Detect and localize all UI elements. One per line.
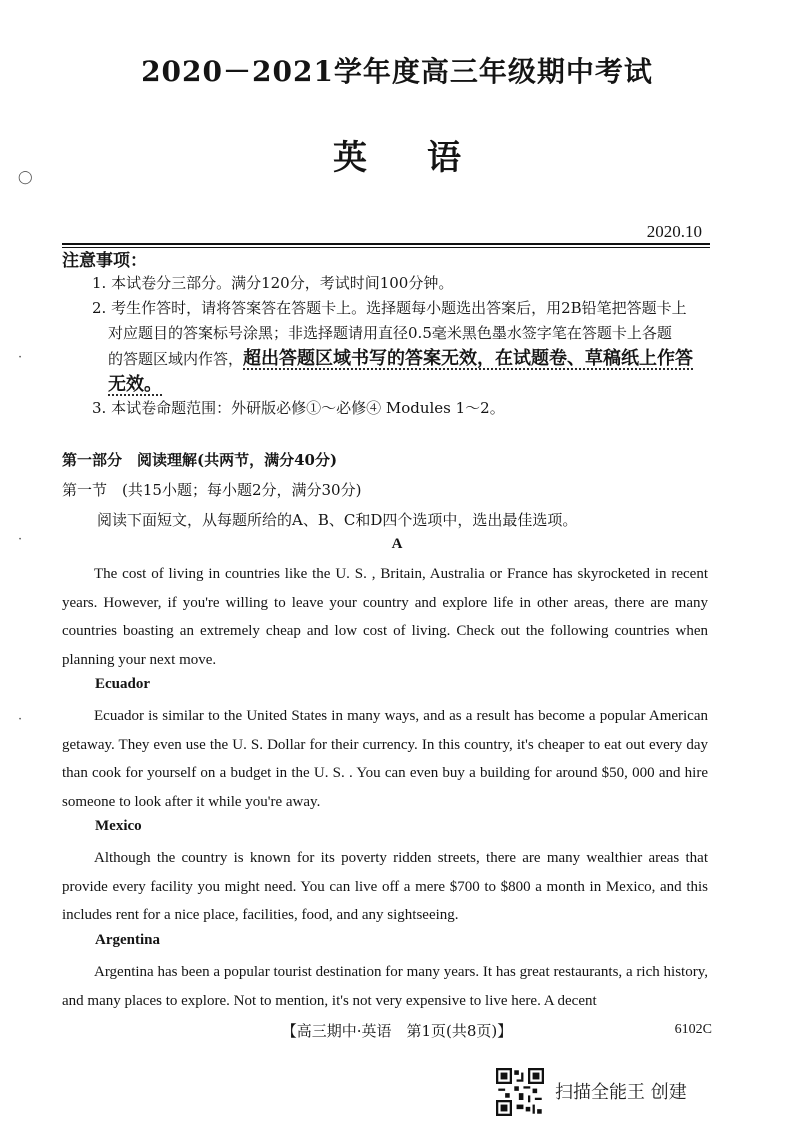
notice-item-2-emphasis: 超出答题区域书写的答案无效，在试题卷、草稿纸上作答 <box>243 348 694 369</box>
heading-argentina: Argentina <box>95 932 160 948</box>
header-rule-thin <box>62 247 710 248</box>
heading-mexico: Mexico <box>95 818 142 834</box>
scanner-watermark: 扫描全能王 创建 <box>555 1082 687 1103</box>
notice-item-3: 3. 本试卷命题范围：外研版必修①～必修④ Modules 1～2。 <box>92 399 505 417</box>
exam-date: 2020.10 <box>646 222 702 241</box>
subject-title: 英语 <box>333 138 521 178</box>
binding-mark-circle: ◯ <box>18 170 33 185</box>
binding-mark: · <box>18 350 23 365</box>
notice-heading: 注意事项： <box>62 251 147 271</box>
section-title: 第一节 (共15小题；每小题2分，满分30分) <box>62 481 362 499</box>
notice-item-1: 1. 本试卷分三部分。满分120分，考试时间100分钟。 <box>92 274 454 292</box>
paragraph-ecuador: Ecuador is similar to the United States in many ways, and as a result has become a popular American getaway. They even use the U. S. Dollar for their currency. In this country, it's cheaper to eat out every day than cook for yourself on a budget in the U. S. . You can even buy a building for around $50, 000 and hire someone to look after it while you're away. <box>62 708 708 810</box>
passage-intro: The cost of living in countries like the U. S. , Britain, Australia or France has skyrocketed in recent years. However, if you're willing to leave your country and explore life in other areas, there are many countries boasting an extremely cheap and low cost of living. Check out the following countries when planning your next move. <box>62 566 708 668</box>
binding-mark: · <box>18 532 23 547</box>
page-footer: 【高三期中·英语 第1页(共8页)】 <box>281 1022 513 1040</box>
notice-item-2-text: 的答题区域内作答， <box>108 350 244 368</box>
notice-item-2-line-a: 2. 考生作答时，请将答案答在答题卡上。选择题每小题选出答案后，用2B铅笔把答题卡上 <box>92 299 687 317</box>
part-title: 第一部分 阅读理解(共两节，满分40分) <box>62 451 338 469</box>
exam-title: 2020－2021学年度高三年级期中考试 <box>141 55 653 88</box>
paragraph-mexico: Although the country is known for its poverty ridden streets, there are many wealthier areas that provide every facility you might need. You can live off a mere $700 to $800 a month in Mexico, and this includes rent for a nice place, facilities, food, and any sightseeing. <box>62 850 708 923</box>
passage-letter: A <box>391 536 403 552</box>
notice-item-2-line-d <box>92 372 708 398</box>
notice-item-2-line-b: 对应题目的答案标号涂黑；非选择题请用直径0.5毫米黑色墨水签字笔在答题卡上各题 <box>108 324 672 342</box>
instruction: 阅读下面短文，从每题所给的A、B、C和D四个选项中，选出最佳选项。 <box>97 511 578 529</box>
heading-ecuador: Ecuador <box>95 676 151 692</box>
header-rule <box>62 243 710 245</box>
paragraph-argentina: Argentina has been a popular tourist destination for many years. It has great restaurants, a rich history, and many places to explore. Not to mention, it's not very expensive to live here. A decent <box>62 964 708 1009</box>
binding-mark: · <box>18 712 23 727</box>
notice-item-2-emphasis-end: 无效。 <box>108 374 162 395</box>
notice-item-2 <box>92 296 708 398</box>
notice-item-2-line-c <box>92 346 708 372</box>
paper-code: 6102C <box>674 1022 712 1037</box>
qr-code-icon <box>496 1068 544 1116</box>
